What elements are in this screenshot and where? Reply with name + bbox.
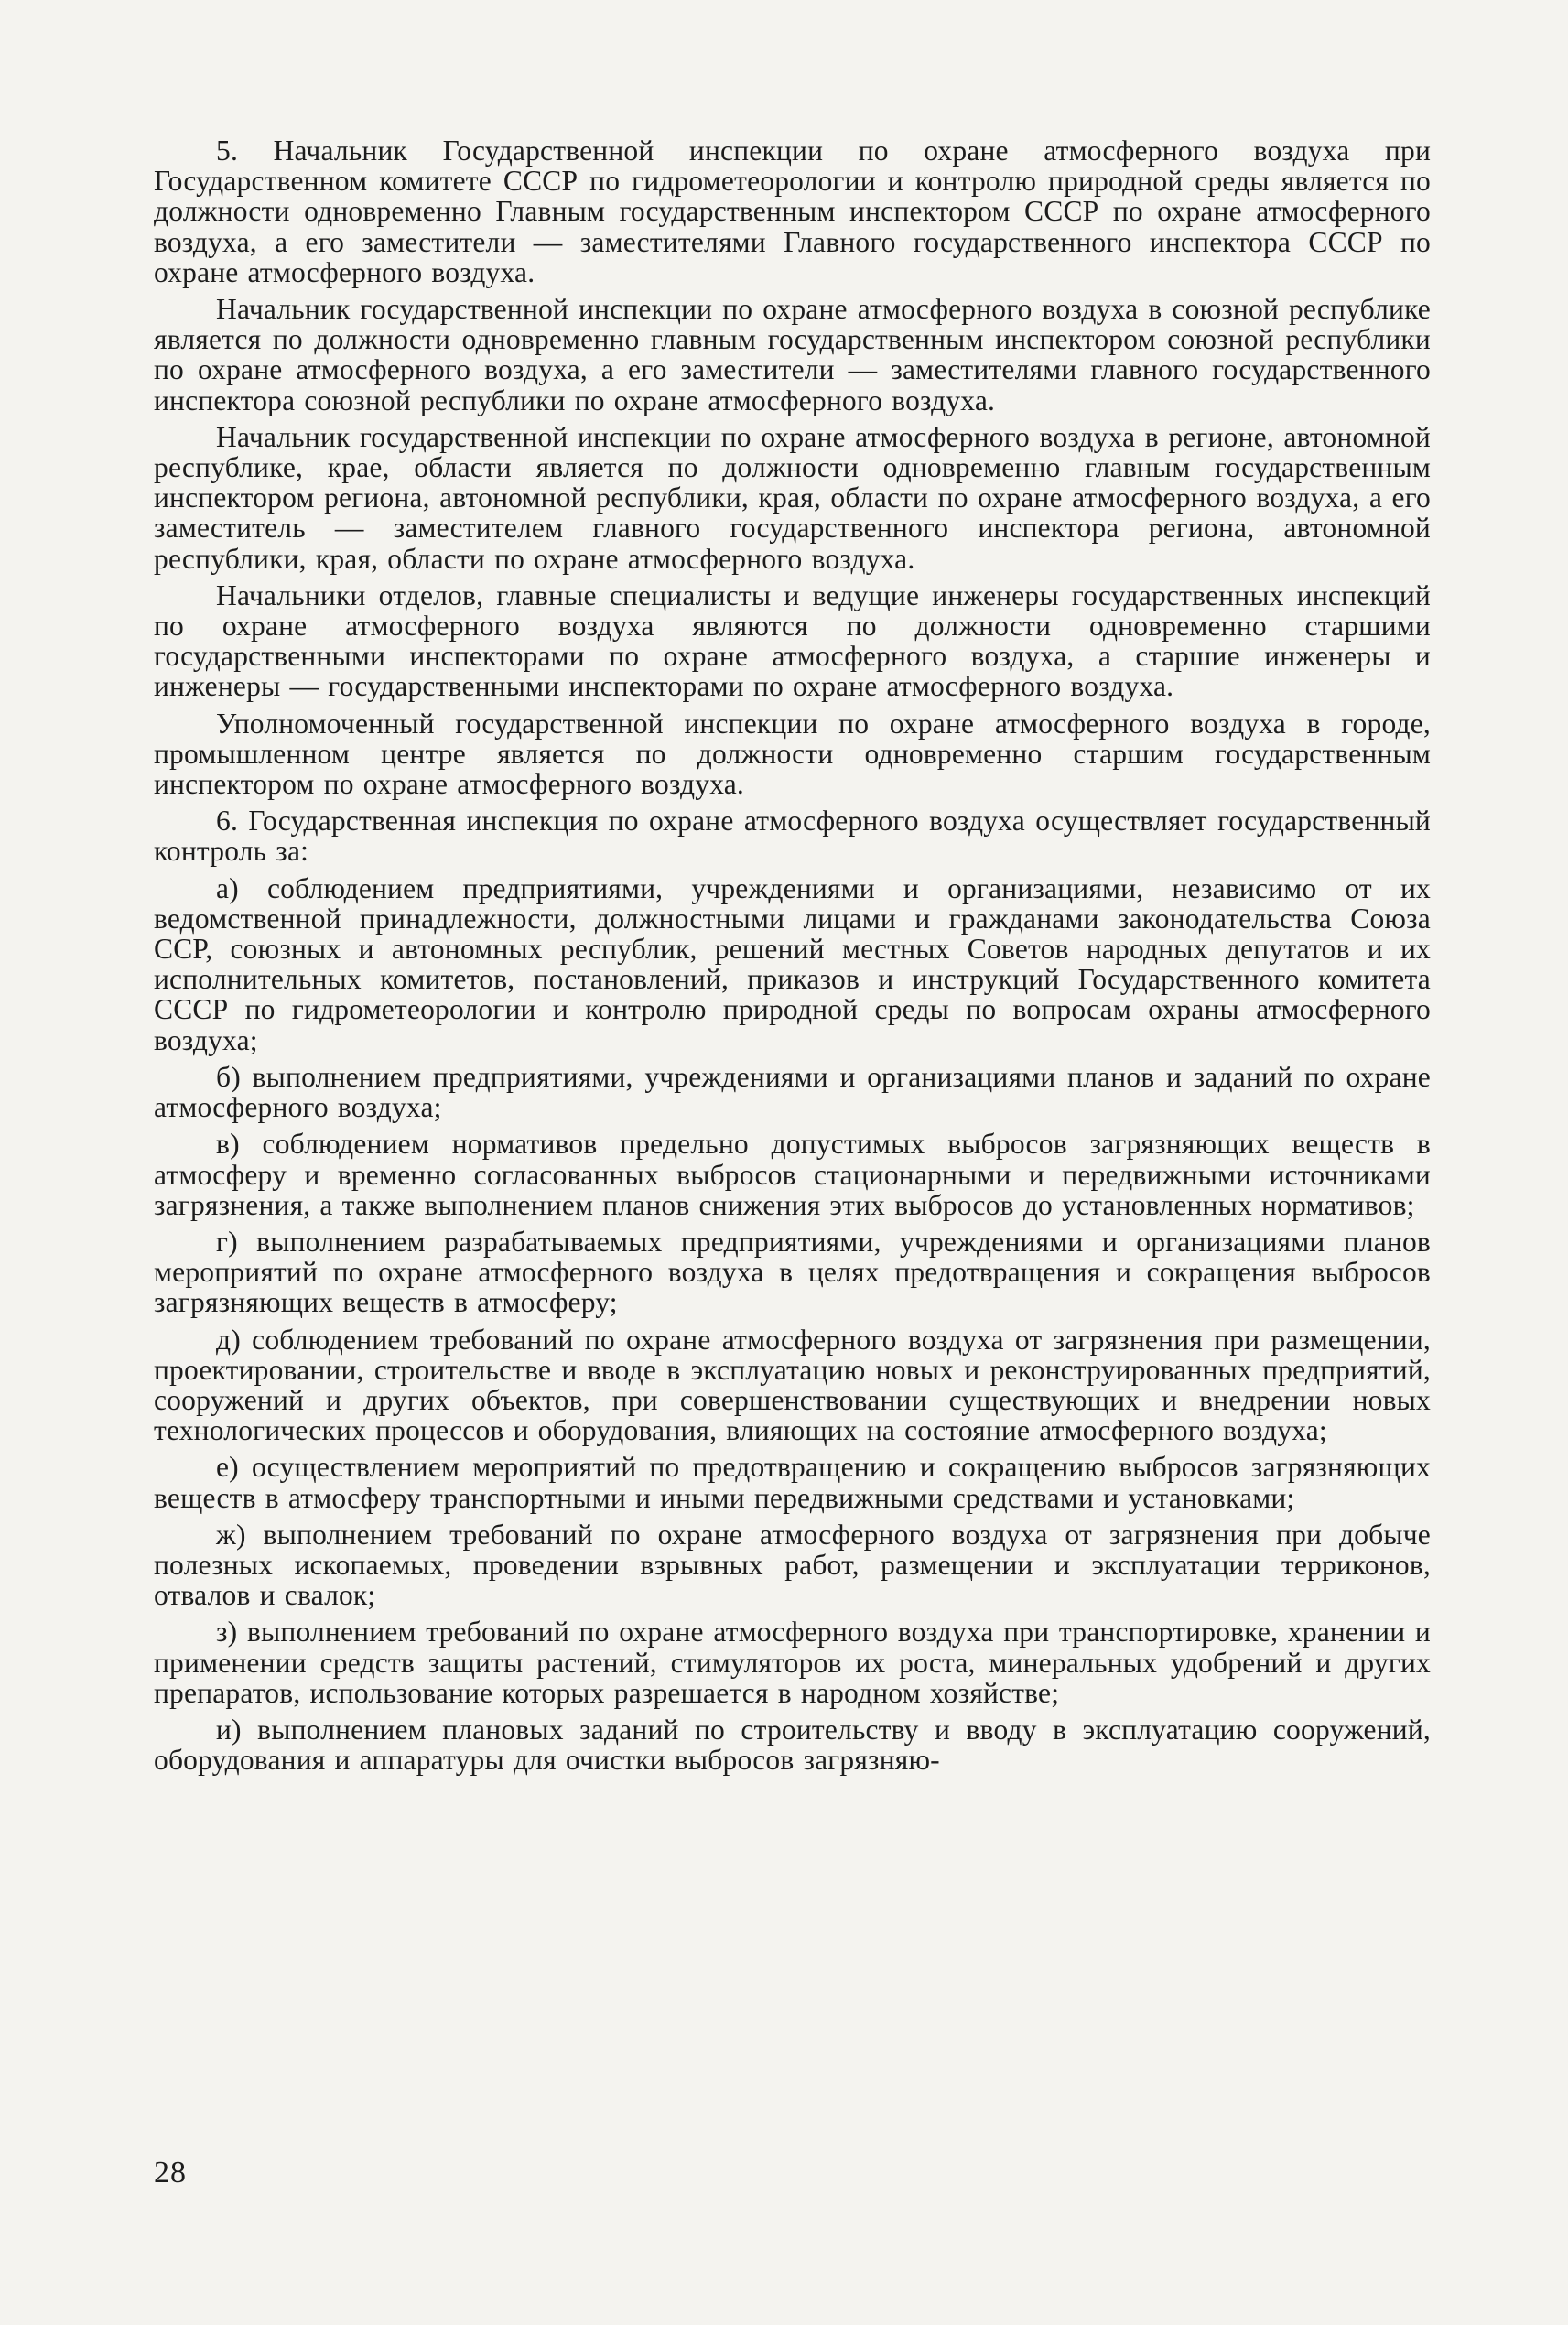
list-item-z: з) выполнением требований по охране атмосферного воздуха при транспортировке, хранении и применении средств защиты растений, стимуляторов их роста, минеральных удобрений и других препаратов, использование которых разрешается в народном хозяйстве; xyxy=(154,1616,1431,1709)
list-item-a: а) соблюдением предприятиями, учреждениями и организациями, независимо от их ведомственной принадлежности, должностными лицами и гражданами законодательства Союза ССР, союзных и автономных республик, решений местных Советов народных депутатов и их исполнительных комитетов, постановлений, приказов и инструкций Государственного комитета СССР по гидрометеорологии и контролю природной среды по вопросам охраны атмосферного воздуха; xyxy=(154,871,1431,1056)
list-item-b: б) выполнением предприятиями, учреждениями и организациями планов и заданий по охране атмосферного воздуха; xyxy=(154,1060,1431,1124)
list-item-zh: ж) выполнением требований по охране атмосферного воздуха от загрязнения при добыче полезных ископаемых, проведении взрывных работ, размещении и эксплуатации терриконов, отвалов и свалок; xyxy=(154,1518,1431,1612)
list-item-e: е) осуществлением мероприятий по предотвращению и сокращению выбросов загрязняющих веществ в атмосферу транспортными и иными передвижными средствами и установками; xyxy=(154,1451,1431,1514)
list-item-i: и) выполнением плановых заданий по строительству и вводу в эксплуатацию сооружений, оборудования и аппаратуры для очистки выбросов загрязняю- xyxy=(154,1713,1431,1777)
body-text xyxy=(154,135,1431,1775)
paragraph-departments: Начальники отделов, главные специалисты и ведущие инженеры государственных инспекций по охране атмосферного воздуха являются по должности одновременно старшими государственными инспекторами по охране атмосферного воздуха, а старшие инженеры и инженеры — государственными инспекторами по охране атмосферного воздуха. xyxy=(154,579,1431,703)
list-item-v: в) соблюдением нормативов предельно допустимых выбросов загрязняющих веществ в атмосферу и временно согласованных выбросов стационарными и передвижными источниками загрязнения, а также выполнением планов снижения этих выбросов до установленных нормативов; xyxy=(154,1128,1431,1221)
list-item-d: д) соблюдением требований по охране атмосферного воздуха от загрязнения при размещении, проектировании, строительстве и вводе в эксплуатацию новых и реконструированных предприятий, сооружений и других объектов, при совершенствовании существующих и внедрении новых технологических процессов и оборудования, влияющих на состояние атмосферного воздуха; xyxy=(154,1323,1431,1447)
page-number: 28 xyxy=(154,2156,187,2190)
paragraph-6-head: 6. Государственная инспекция по охране атмосферного воздуха осуществляет государственный контроль за: xyxy=(154,805,1431,868)
paragraph-republic: Начальник государственной инспекции по охране атмосферного воздуха в союзной республике является по должности одновременно главным государственным инспектором союзной республики по охране атмосферного воздуха, а его заместители — заместителями главного государственного инспектора союзной республики по охране атмосферного воздуха. xyxy=(154,293,1431,416)
paragraph-region: Начальник государственной инспекции по охране атмосферного воздуха в регионе, автономной республике, крае, области является по должности одновременно главным государственным инспектором региона, автономной республики, края, области по охране атмосферного воздуха, а его заместитель — заместителем главного государственного инспектора региона, автономной республики, края, области по охране атмосферного воздуха. xyxy=(154,420,1431,575)
list-item-g: г) выполнением разрабатываемых предприятиями, учреждениями и организациями планов мероприятий по охране атмосферного воздуха в целях предотвращения и сокращения выбросов загрязняющих веществ в атмосферу; xyxy=(154,1225,1431,1319)
paragraph-city: Уполномоченный государственной инспекции по охране атмосферного воздуха в городе, промышленном центре является по должности одновременно старшим государственным инспектором по охране атмосферного воздуха. xyxy=(154,707,1431,801)
paragraph-5-head: 5. Начальник Государственной инспекции по охране атмосферного воздуха при Государственном комитете СССР по гидрометеорологии и контролю природной среды является по должности одновременно Главным государственным инспектором СССР по охране атмосферного воздуха, а его заместители — заместителями Главного государственного инспектора СССР по охране атмосферного воздуха. xyxy=(154,135,1431,288)
